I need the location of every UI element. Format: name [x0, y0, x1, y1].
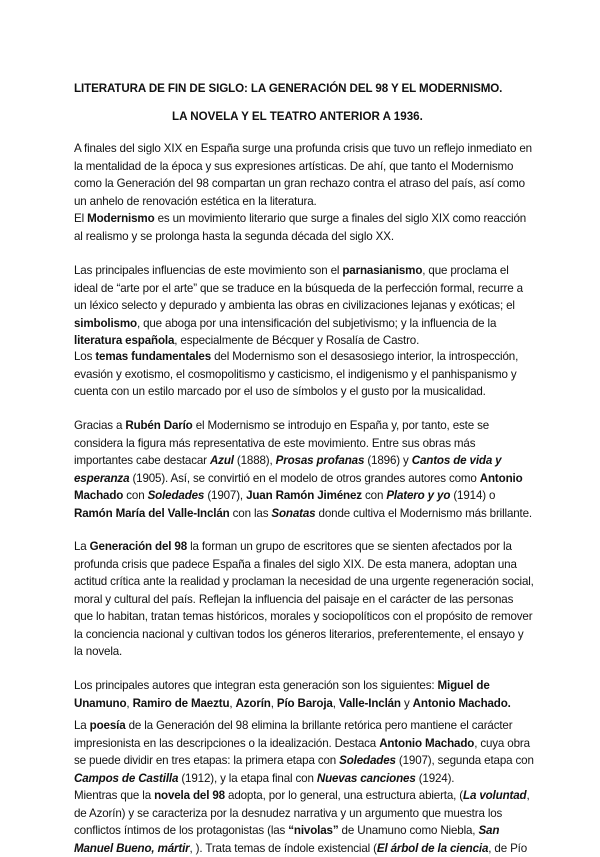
paragraph-text: con — [123, 489, 148, 502]
paragraph-temas — [74, 348, 534, 401]
paragraph-text: Gracias a — [74, 419, 126, 432]
paragraph-text: , cuya obra se puede dividir en tres etapas: la primera etapa con — [74, 736, 530, 767]
bold-text: parnasianismo — [342, 264, 423, 277]
document-subtitle: LA NOVELA Y EL TEATRO ANTERIOR A 1936. — [172, 110, 423, 123]
paragraph-modernismo — [74, 210, 534, 245]
bold-text: Azorín — [235, 696, 271, 710]
paragraph-text: , de Azorín) y se caracteriza por la desnudez narrativa y un argumento que muestra los conflictos íntimos de los protagonistas (las — [74, 789, 530, 837]
bold-text: Rubén Darío — [125, 419, 193, 432]
bold-text: Ramiro de Maeztu — [132, 696, 230, 710]
bold-italic-title: Soledades — [339, 754, 396, 767]
bold-text: Juan Ramón Jiménez — [246, 489, 362, 502]
bold-text: temas fundamentales — [95, 350, 212, 363]
paragraph-text: (1905). Así, se convirtió en el modelo de otros grandes autores como — [129, 471, 480, 485]
paragraph-text: y — [400, 696, 413, 710]
paragraph-text: es un movimiento literario que surge a finales del siglo XIX como reacción al realismo y se prolonga hasta la segunda década del siglo XX. — [74, 212, 527, 243]
paragraph-text: del Modernismo son el desasosiego interior, la introspección, evasión y exotismo, el cosmopolitismo y casticismo, el indigenismo y el panhispanismo y cuenta con un estilo marcado por el uso de símbolos y el gusto por la musicalidad. — [74, 350, 519, 398]
paragraph-text: , — [332, 696, 339, 710]
bold-italic-title: Platero y yo — [386, 489, 451, 502]
bold-italic-title: San Manuel Bueno, mártir — [74, 824, 500, 855]
paragraph-text: El — [74, 212, 88, 225]
paragraph-text: , especialmente de Bécquer y Rosalía de Castro. — [174, 334, 420, 347]
bold-text: poesía — [89, 719, 126, 732]
paragraph-text: (1896) y — [364, 454, 412, 467]
bold-italic-title: La voluntad — [463, 789, 527, 802]
paragraph-novela — [74, 787, 534, 857]
paragraph-text: con — [361, 489, 387, 502]
bold-text: “nivolas” — [288, 824, 339, 837]
paragraph-generacion-98 — [74, 538, 534, 661]
paragraph-intro — [74, 140, 534, 210]
paragraph-text: , que proclama el ideal de “arte por el arte” que se traduce en la búsqueda de la perfección formal, recurre a un léxico selecto y depurado y ambienta las obras en civilizaciones lejanas y exóticas; el — [74, 264, 523, 312]
paragraph-text: donde cultiva el Modernismo más brillante. — [315, 506, 532, 520]
bold-italic-title: Soledades — [147, 489, 205, 502]
paragraph-text: , que aboga por una intensificación del subjetivismo; y la influencia de la — [136, 316, 497, 330]
paragraph-poesia — [74, 717, 534, 787]
bold-text: novela del 98 — [154, 789, 225, 802]
paragraph-text: (1912), y la etapa final con — [178, 771, 317, 785]
bold-text: Antonio Machado. — [412, 696, 511, 710]
bold-italic-title: Prosas profanas — [275, 454, 365, 467]
paragraph-text: de la Generación del 98 elimina la brillante retórica pero mantiene el carácter impresionista en las descripciones o la idealización. Destaca — [74, 719, 513, 750]
paragraph-text: La — [74, 540, 90, 553]
paragraph-text: con las — [229, 506, 272, 520]
paragraph-text: (1914) o — [450, 489, 496, 502]
bold-text: Valle-Inclán — [338, 696, 401, 710]
paragraph-text: Los principales autores que integran esta generación son los siguientes: — [74, 679, 438, 692]
bold-text: Miguel de Unamuno — [74, 679, 490, 710]
bold-text: Antonio Machado — [74, 471, 523, 502]
paragraph-text: Los — [74, 350, 96, 363]
bold-italic-title: Nuevas canciones — [316, 771, 416, 785]
bold-text: Antonio Machado — [379, 736, 475, 750]
paragraph-text: Las principales influencias de este movimiento son el — [74, 264, 343, 277]
paragraph-text: (1907), segunda etapa con — [395, 754, 534, 767]
paragraph-text: (1907), — [204, 489, 247, 502]
paragraph-text: , — [270, 696, 277, 710]
paragraph-text: , de Pío — [488, 841, 528, 855]
bold-italic-title: Cantos de vida y esperanza — [74, 454, 502, 485]
paragraph-ruben-dario — [74, 417, 534, 522]
paragraph-text: (1888), — [233, 454, 276, 467]
bold-italic-title: Azul — [209, 454, 234, 467]
paragraph-text: La — [74, 719, 90, 732]
paragraph-text: , — [126, 696, 133, 710]
paragraph-influencias — [74, 262, 534, 350]
bold-text: Modernismo — [87, 212, 155, 225]
bold-text: Generación del 98 — [89, 540, 187, 553]
paragraph-text: de Unamuno como Niebla, — [338, 824, 479, 837]
paragraph-text: adopta, por lo general, una estructura abierta, ( — [224, 789, 464, 802]
bold-text: simbolismo — [74, 316, 137, 330]
paragraph-text: (1924). — [415, 771, 455, 785]
bold-italic-title: El árbol de la ciencia — [376, 841, 489, 855]
bold-italic-title: Campos de Castilla — [74, 771, 179, 785]
paragraph-text: A finales del siglo XIX en España surge una profunda crisis que tuvo un reflejo inmediato en la mentalidad de la época y sus expresiones artísticas. De ahí, que tanto el Modernismo como la Generación del 98 compartan un gran rechazo contra el atraso del país, así como un anhelo de renovación estética en la literatura. — [74, 142, 532, 208]
paragraph-text: , ). Trata temas de índole existencial ( — [189, 841, 377, 855]
bold-italic-title: Sonatas — [271, 506, 316, 520]
bold-text: literatura española — [74, 334, 175, 347]
paragraph-text: Mientras que la — [74, 789, 155, 802]
bold-text: Pío Baroja — [276, 696, 333, 710]
paragraph-text: , — [229, 696, 236, 710]
paragraph-text: la forman un grupo de escritores que se sienten afectados por la profunda crisis que padece España a finales del siglo XIX. De esta manera, adoptan una actitud crítica ante la realidad y proclaman la necesidad de una urgente regeneración social, moral y cultural del país. Reflejan la influencia del paisaje en el carácter de las personas que lo habitan, tratan temas históricos, morales y sociopolíticos con el propósito de remover la conciencia nacional y cultivan todos los géneros literarios, preferentemente, el ensayo y la novela. — [74, 540, 534, 658]
paragraph-text: el Modernismo se introdujo en España y, por tanto, este se considera la figura más representativa de este movimiento. Entre sus obras más importantes cabe destacar — [74, 419, 490, 467]
bold-text: Ramón María del Valle-Inclán — [74, 506, 230, 520]
paragraph-autores — [74, 677, 534, 712]
document-title: LITERATURA DE FIN DE SIGLO: LA GENERACIÓN DEL 98 Y EL MODERNISMO. — [74, 82, 503, 95]
